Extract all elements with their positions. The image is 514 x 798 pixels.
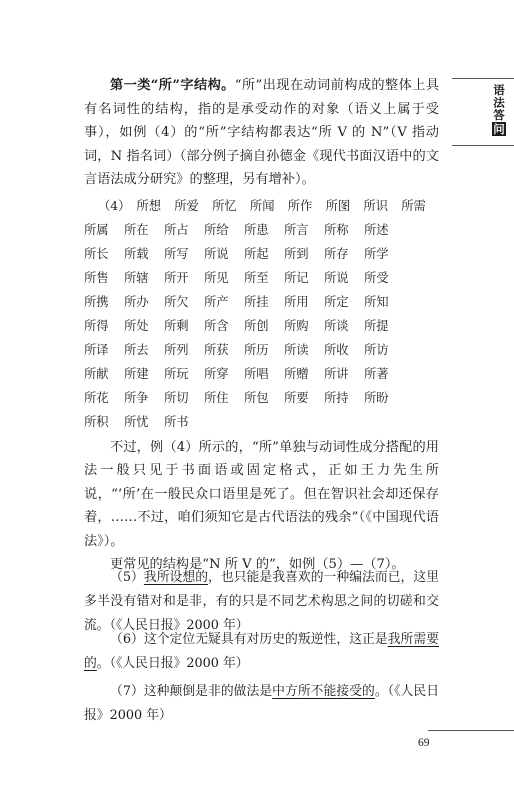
example-7-after: 。（《人民日报》2000 年）: [84, 684, 440, 723]
example-7-before: 这种颠倒是非的做法是: [143, 684, 273, 699]
word-item: 所书: [164, 414, 189, 429]
word-row: [84, 218, 439, 242]
word-item: 所列: [164, 342, 189, 357]
word-row: [84, 338, 439, 362]
word-item: 所称: [324, 222, 349, 237]
word-item: 所在: [124, 222, 149, 237]
section-tab-boxed: 问: [492, 122, 506, 135]
word-item: 所用: [284, 294, 309, 309]
word-item: 所给: [204, 222, 229, 237]
word-item: 所占: [164, 222, 189, 237]
word-item: 所识: [363, 198, 388, 213]
word-item: 所剩: [164, 318, 189, 333]
word-row: [84, 314, 439, 338]
word-item: 所讲: [324, 366, 349, 381]
example-4-label: （4）: [98, 198, 131, 213]
word-item: 所包: [244, 390, 269, 405]
word-item: 所穿: [204, 366, 229, 381]
word-item: 所辖: [124, 270, 149, 285]
word-item: 所受: [364, 270, 389, 285]
word-item: 所赠: [284, 366, 309, 381]
example-6-after: 。（《人民日报》2000 年）: [96, 656, 249, 671]
word-item: 所访: [364, 342, 389, 357]
example-6-underlined: 我所需要的: [84, 632, 440, 671]
word-item: 所译: [84, 342, 109, 357]
word-item: 所说: [324, 270, 349, 285]
word-item: 所办: [124, 294, 149, 309]
word-item: 所定: [324, 294, 349, 309]
word-item: 所载: [124, 246, 149, 261]
word-item: 所得: [84, 318, 109, 333]
word-item: 所学: [364, 246, 389, 261]
word-item: 所属: [84, 222, 109, 237]
word-item: 所著: [364, 366, 389, 381]
side-rule-bottom: [452, 145, 514, 146]
word-item: 所携: [84, 294, 109, 309]
word-item: 所长: [84, 246, 109, 261]
word-row: [84, 290, 439, 314]
word-item: 所言: [284, 222, 309, 237]
word-item: 所积: [84, 414, 109, 429]
word-item: 所收: [324, 342, 349, 357]
word-item: 所唱: [244, 366, 269, 381]
word-item: 所持: [324, 390, 349, 405]
word-item: 所创: [244, 318, 269, 333]
word-item: 所起: [244, 246, 269, 261]
word-item: 所花: [84, 390, 109, 405]
example-7-underlined: 中方所不能接受的: [272, 684, 375, 699]
word-item: 所建: [124, 366, 149, 381]
paragraph-3: 更常见的结构是“N 所 V 的”，如例（5）—（7）。: [110, 557, 405, 572]
word-item: 所谈: [324, 318, 349, 333]
word-item: 所去: [124, 342, 149, 357]
word-item: 所到: [284, 246, 309, 261]
word-item: 所提: [364, 318, 389, 333]
word-item: 所忧: [124, 414, 149, 429]
word-item: 所闻: [249, 198, 275, 213]
footer-rule: [428, 730, 514, 731]
page-number: 69: [418, 737, 430, 749]
word-item: 所记: [284, 270, 309, 285]
section-tab-text: 语法答: [492, 84, 506, 122]
example-6-before: 这个定位无疑具有对历史的叛逆性，这正是: [143, 632, 388, 647]
example-7-label: （7）: [110, 684, 144, 699]
word-item: 所存: [324, 246, 349, 261]
word-row: [84, 386, 439, 410]
intro-text: “所”出现在动词前构成的整体上具有名词性的结构，指的是承受动作的对象（语义上属于受事），如例（4）的“所”字结构都表达“所 V 的 N”（V 指动词，N 指名词）（部分例子摘自孙德金《现代书面汉语中的文言语法成分研究》的整理，另有增补）。: [84, 78, 440, 187]
word-item: 所玩: [164, 366, 189, 381]
word-item: 所切: [164, 390, 189, 405]
side-rule-top: [452, 78, 514, 79]
word-item: 所处: [124, 318, 149, 333]
word-item: 所历: [244, 342, 269, 357]
word-item: 所想: [136, 198, 162, 213]
example-5-underlined: 我所设想的: [143, 570, 209, 585]
word-item: 所住: [204, 390, 229, 405]
word-item: 所争: [124, 390, 149, 405]
word-item: 所图: [325, 198, 351, 213]
paragraph-2: 不过，例（4）所示的，“所”单独与动词性成分搭配的用法一般只见于书面语或固定格式，正如王力先生所说，“‘所’在一般民众口语里是死了。但在智识社会却还保存着，……不过，咱们须知它是古代语法的残余”（《中国现代语法》）。: [84, 439, 439, 549]
word-item: 所欠: [164, 294, 189, 309]
word-item: 所盼: [364, 390, 389, 405]
word-row: [84, 242, 439, 266]
word-row: [84, 410, 439, 434]
word-item: 所忆: [212, 198, 237, 213]
word-item: 所至: [244, 270, 269, 285]
word-item: 所献: [84, 366, 109, 381]
word-item: 所说: [204, 246, 229, 261]
word-row: [84, 362, 439, 386]
word-item: 所开: [164, 270, 189, 285]
word-item: 所挂: [244, 294, 269, 309]
example-5-label: （5）: [110, 570, 144, 585]
word-item: 所写: [164, 246, 189, 261]
example-6-label: （6）: [110, 632, 144, 647]
word-item: 所述: [364, 222, 389, 237]
word-item: 所购: [284, 318, 309, 333]
word-item: 所获: [204, 342, 229, 357]
example-5-rest: ，也只能是我喜欢的一种编法而已，这里多半没有错对和是非，有的只是不同艺术构思之间的切磋和交流。（《人民日报》2000 年）: [84, 570, 440, 633]
word-item: 所需: [401, 198, 426, 213]
main-text: [84, 74, 439, 577]
example-4-word-list: [84, 194, 439, 434]
word-item: 所爱: [174, 198, 199, 213]
section-tab: [486, 84, 506, 136]
word-item: 所见: [204, 270, 229, 285]
word-item: 所含: [204, 318, 229, 333]
intro-paragraph: [84, 74, 439, 192]
word-row: [84, 266, 439, 290]
word-item: 所售: [84, 270, 109, 285]
example-7: [84, 680, 439, 728]
word-item: 所读: [284, 342, 309, 357]
word-item: 所知: [364, 294, 389, 309]
word-item: 所要: [284, 390, 309, 405]
word-item: 所患: [244, 222, 269, 237]
example-6: [84, 628, 439, 676]
word-item: 所产: [204, 294, 229, 309]
word-item: 所作: [287, 198, 313, 213]
section-heading: 第一类“所”字结构。: [110, 78, 235, 93]
word-row: [84, 194, 439, 218]
